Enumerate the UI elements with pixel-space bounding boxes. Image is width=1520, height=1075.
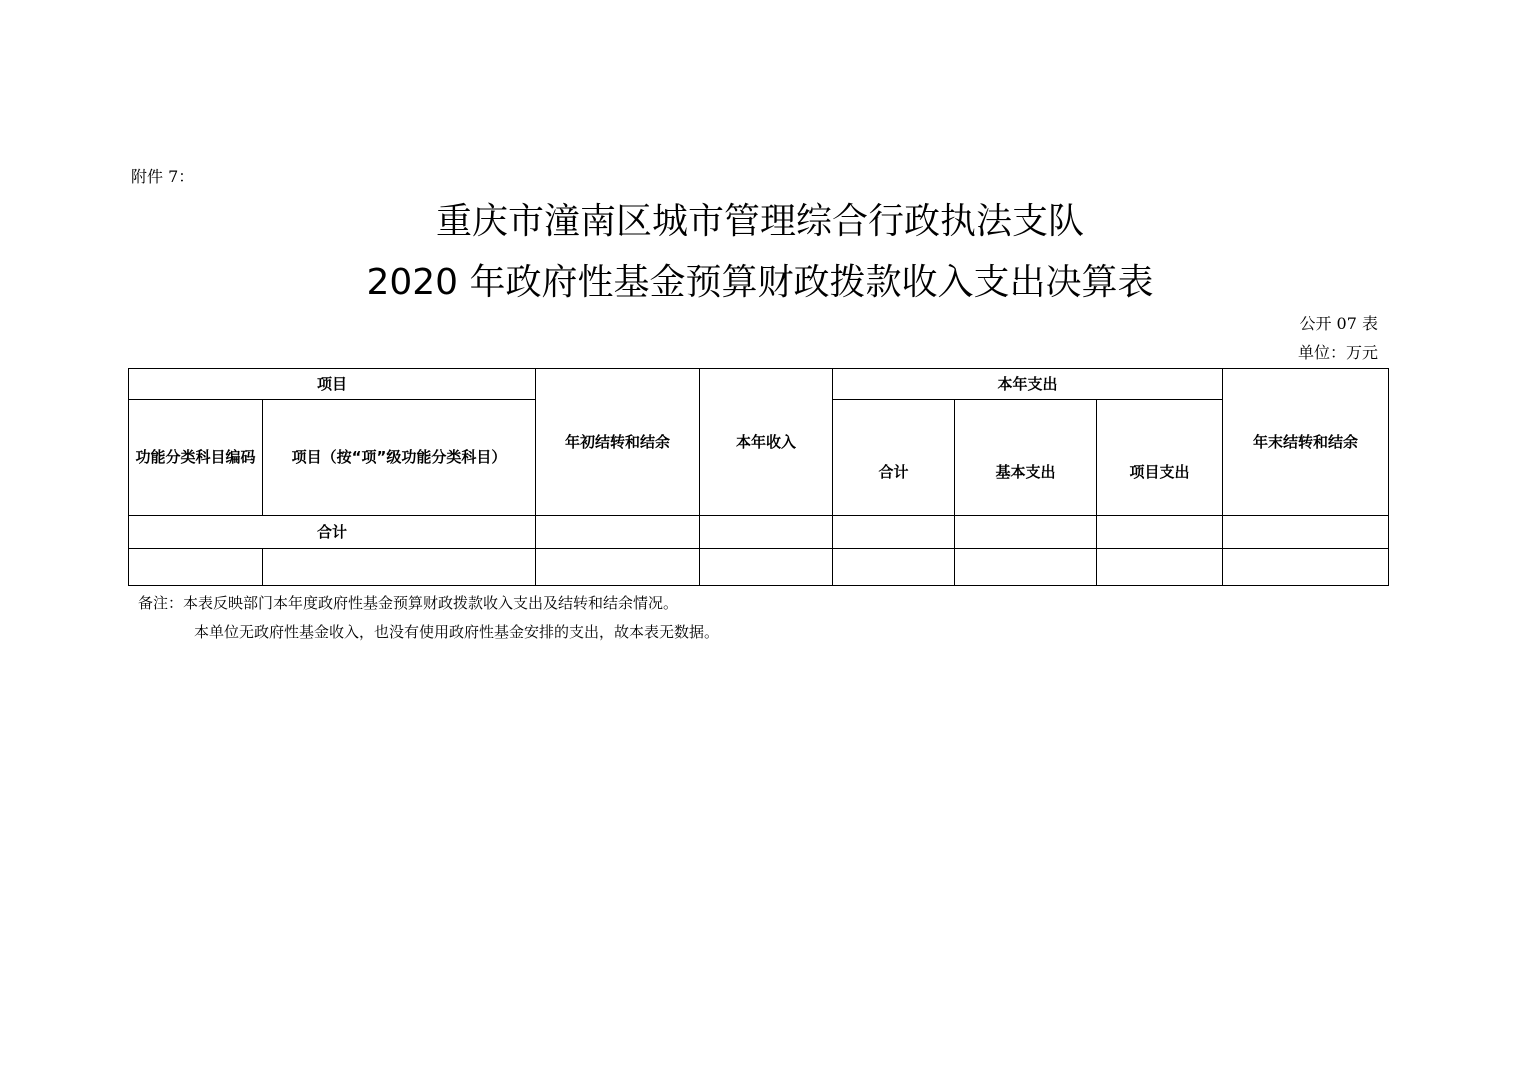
- header-item-group: 项目: [129, 369, 536, 400]
- table-cell: [536, 549, 700, 586]
- header-basic-expense: 基本支出: [955, 400, 1097, 516]
- note-line1: 备注：本表反映部门本年度政府性基金预算财政拨款收入支出及结转和结余情况。: [138, 594, 679, 612]
- note-line2: 本单位无政府性基金收入，也没有使用政府性基金安排的支出，故本表无数据。: [194, 623, 720, 641]
- table-code: 公开 07 表: [1299, 314, 1378, 333]
- total-row: [129, 516, 1389, 549]
- total-current-income: [700, 516, 833, 549]
- header-project-expense: 项目支出: [1097, 400, 1223, 516]
- total-closing-balance: [1223, 516, 1389, 549]
- header-closing-balance: 年末结转和结余: [1223, 369, 1389, 516]
- header-opening-balance: 年初结转和结余: [536, 369, 700, 516]
- total-expense-total: [833, 516, 955, 549]
- attachment-label: 附件 7：: [131, 167, 195, 186]
- header-expense-group: 本年支出: [833, 369, 1223, 400]
- table-cell: [700, 549, 833, 586]
- total-opening-balance: [536, 516, 700, 549]
- table-cell: [1097, 549, 1223, 586]
- header-current-income: 本年收入: [700, 369, 833, 516]
- table-cell: [1223, 549, 1389, 586]
- table-cell: [263, 549, 536, 586]
- page-title-line1: 重庆市潼南区城市管理综合行政执法支队: [435, 201, 1084, 242]
- budget-table: [128, 368, 1389, 586]
- table-cell: [955, 549, 1097, 586]
- page-title-line2: 2020 年政府性基金预算财政拨款收入支出决算表: [366, 262, 1154, 303]
- total-project-expense: [1097, 516, 1223, 549]
- header-item-name: 项目（按“项”级功能分类科目）: [263, 400, 536, 516]
- table-cell: [833, 549, 955, 586]
- total-basic-expense: [955, 516, 1097, 549]
- table-row: [129, 549, 1389, 586]
- table-cell: [129, 549, 263, 586]
- total-label: 合计: [129, 516, 536, 549]
- unit-label: 单位：万元: [1297, 343, 1378, 362]
- header-expense-total: 合计: [833, 400, 955, 516]
- header-function-code: 功能分类科目编码: [129, 400, 263, 516]
